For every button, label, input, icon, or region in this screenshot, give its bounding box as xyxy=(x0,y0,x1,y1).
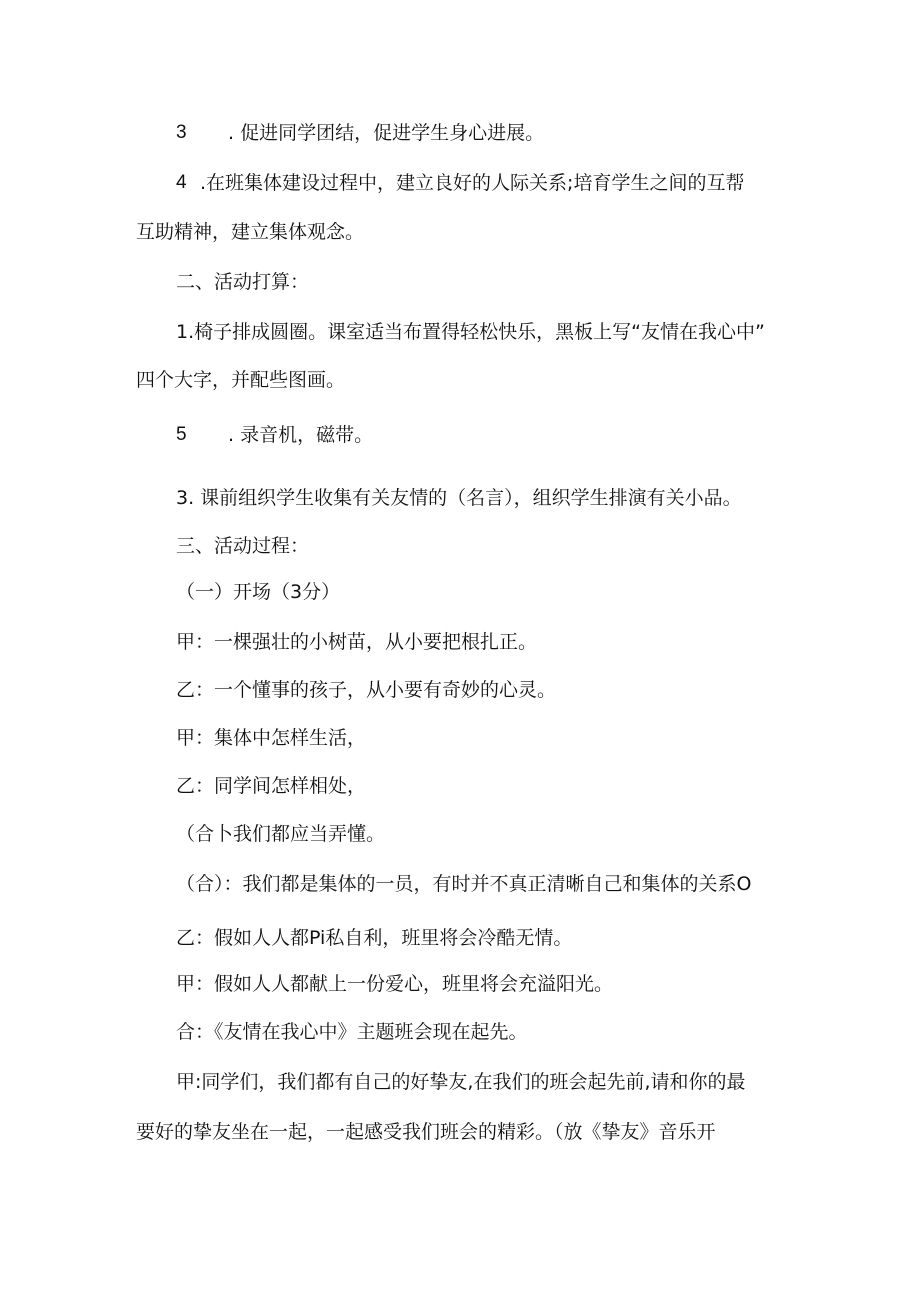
item-number: 5 xyxy=(176,424,187,445)
item-number: 4 xyxy=(176,172,187,193)
line-text: 甲:同学们，我们都有自己的好挚友,在我们的班会起先前,请和你的最 xyxy=(176,1071,746,1093)
line-text: （合卜我们都应当弄懂。 xyxy=(176,823,386,845)
line-text: . 促进同学团结，促进学生身心进展。 xyxy=(228,122,545,144)
line-text: （一）开场（3分） xyxy=(176,581,341,603)
line-text: . 录音机，磁带。 xyxy=(228,424,374,446)
line-text: （合）：我们都是集体的一员，有时并不真正清晰自己和集体的关系O xyxy=(176,873,752,895)
line-text: 乙：同学间怎样相处， xyxy=(176,775,367,797)
line-text: 1.椅子排成圆圈。课室适当布置得轻松快乐，黑板上写“友情在我心中” xyxy=(176,321,765,343)
line-text: 3. 课前组织学生收集有关友情的（名言），组织学生排演有关小品。 xyxy=(176,487,742,509)
line-text: 合：《友情在我心中》主题班会现在起先。 xyxy=(176,1021,528,1043)
line-text: 三、活动过程： xyxy=(176,535,310,557)
line-text: 甲：集体中怎样生活， xyxy=(176,727,367,749)
line-text: 甲：假如人人都献上一份爱心，班里将会充溢阳光。 xyxy=(176,973,614,995)
line-text: .在班集体建设过程中，建立良好的人际关系;培育学生之间的互帮 xyxy=(200,172,745,194)
item-number: 3 xyxy=(176,122,187,143)
line-text: 要好的挚友坐在一起，一起感受我们班会的精彩。（放《挚友》音乐开 xyxy=(136,1121,716,1143)
line-text: 互助精神，建立集体观念。 xyxy=(136,221,365,243)
line-text: 二、活动打算： xyxy=(176,271,310,293)
line-text: 甲：一棵强壮的小树苗，从小要把根扎正。 xyxy=(176,631,538,653)
line-text: 乙：一个懂事的孩子，从小要有奇妙的心灵。 xyxy=(176,679,557,701)
line-text: 乙：假如人人都Pi私自利，班里将会冷酷无情。 xyxy=(176,927,573,949)
line-text: 四个大字，并配些图画。 xyxy=(136,369,346,391)
